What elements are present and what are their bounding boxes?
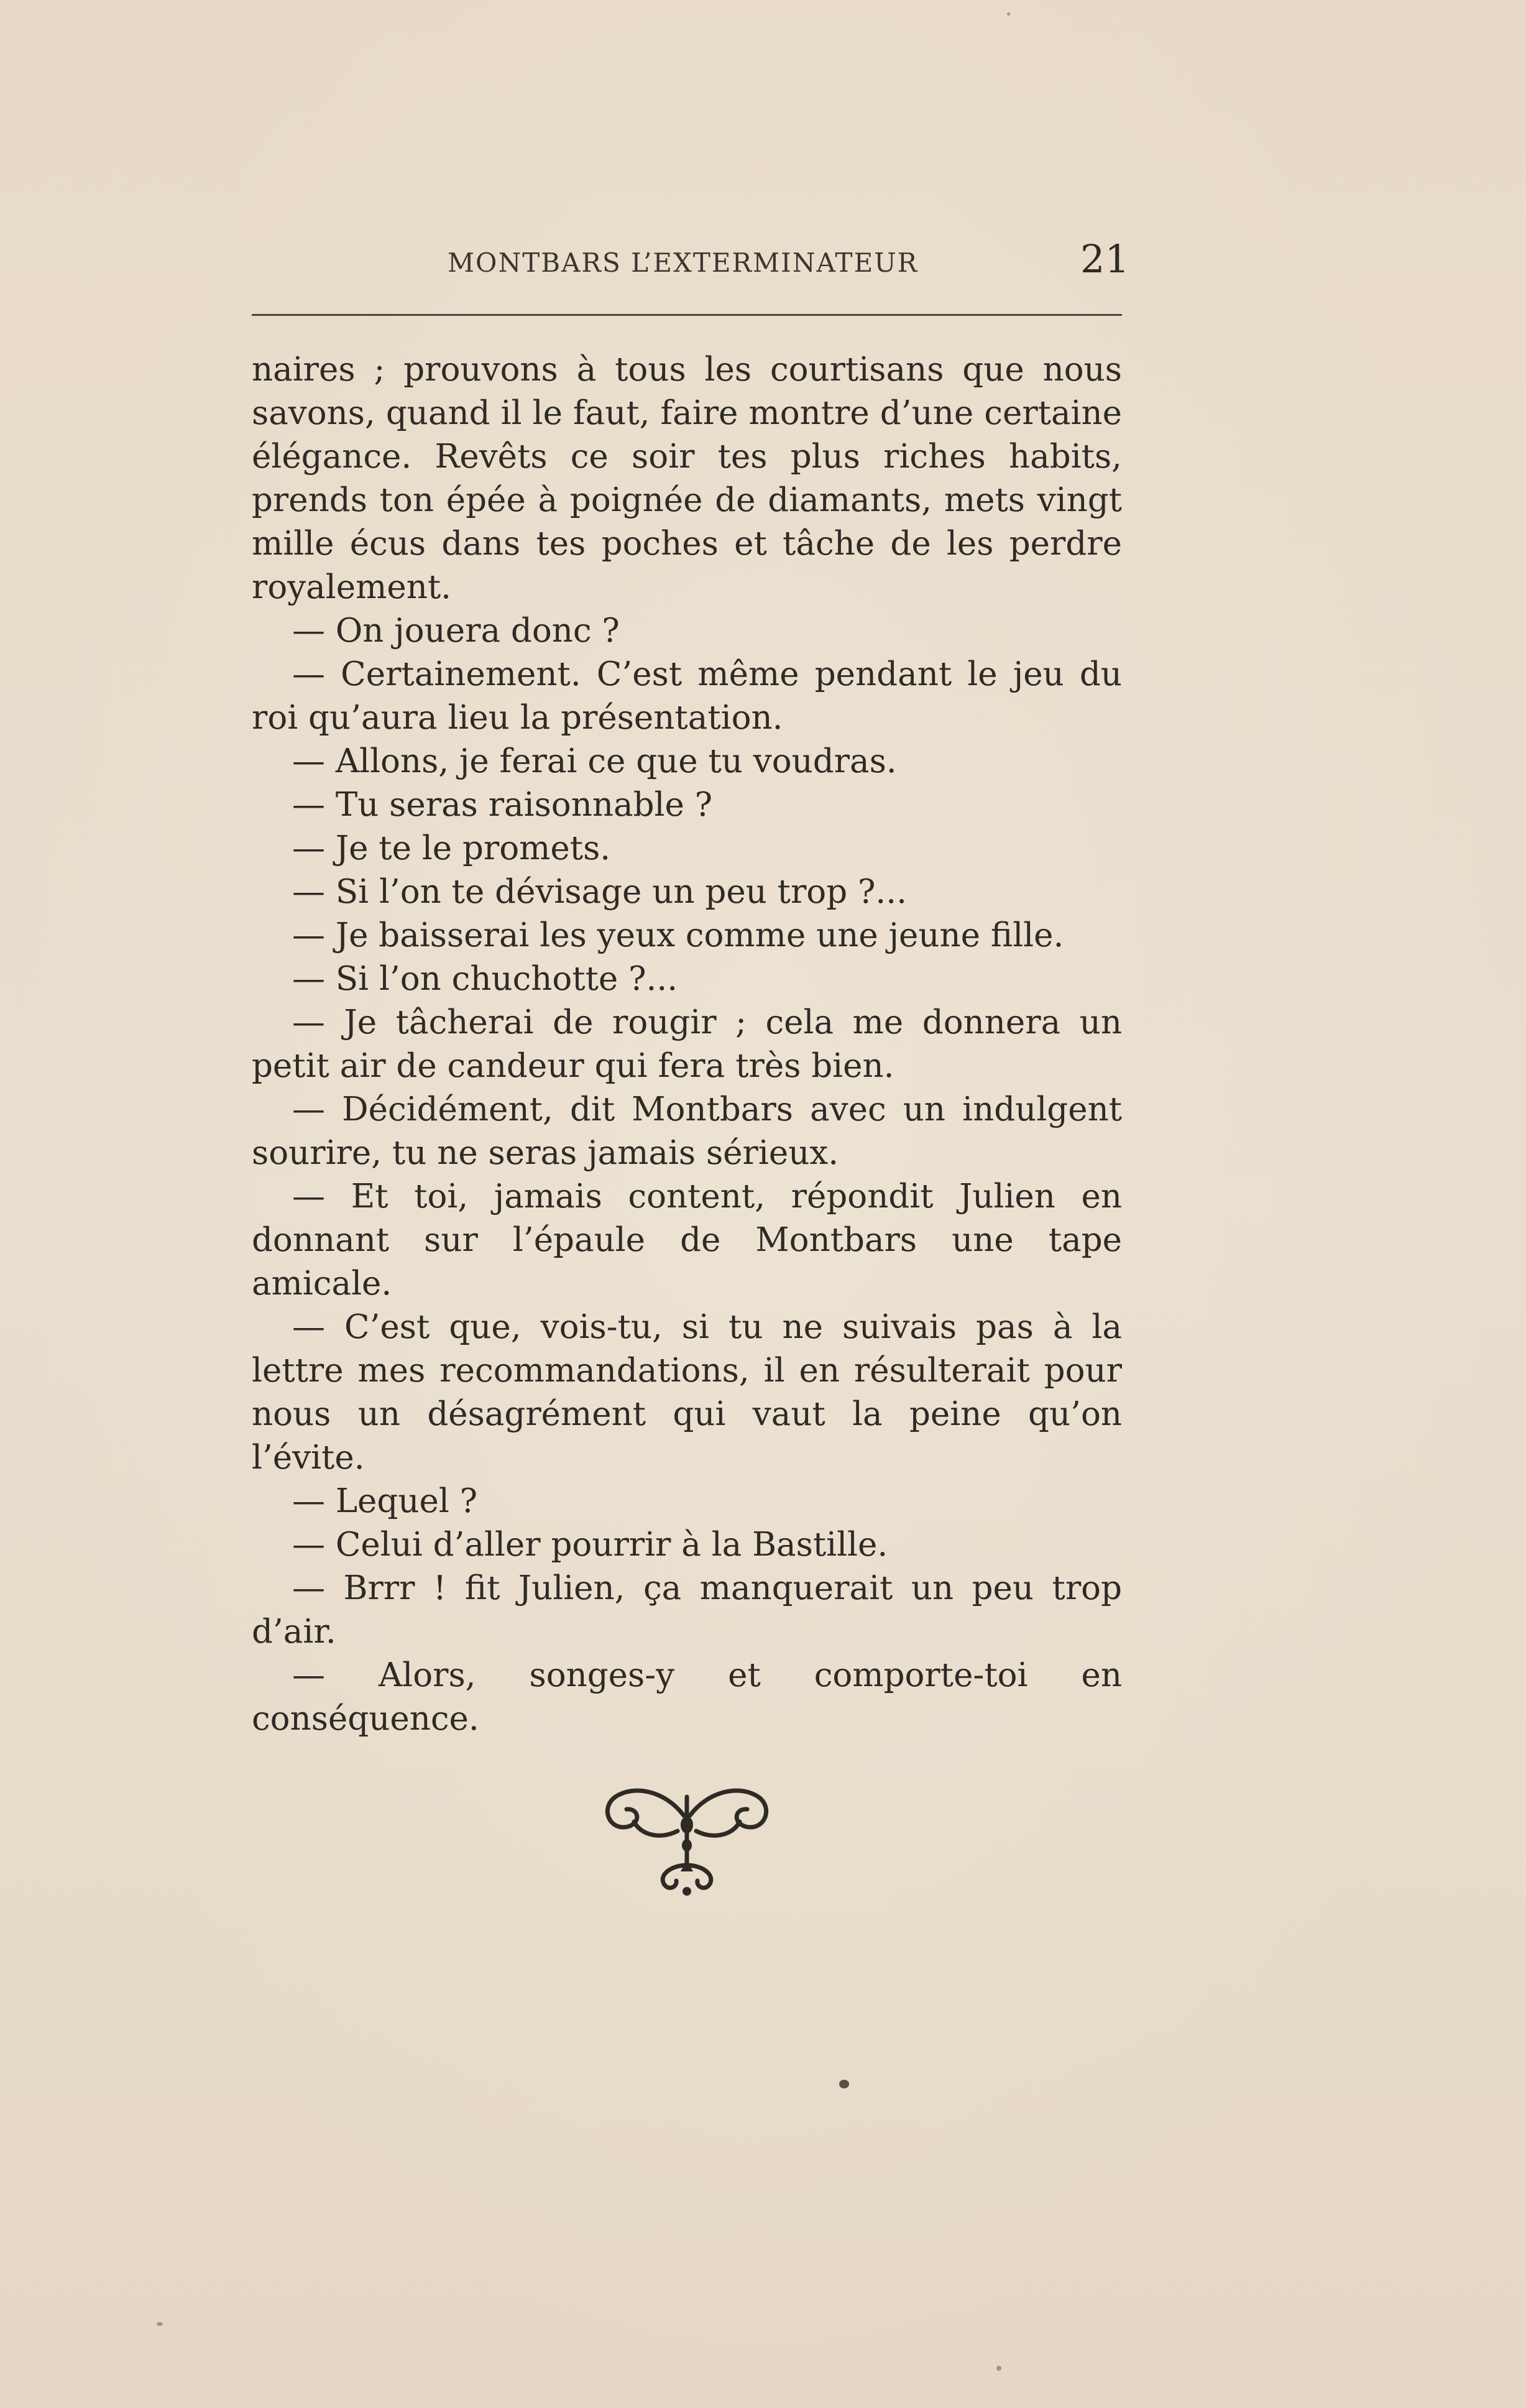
running-title: MONTBARS L’EXTERMINATEUR: [448, 247, 919, 278]
paragraph: naires ; prouvons à tous les courtisans que nous savons, quand il le faut, faire montre d’une certaine élégance. Revêts ce soir tes plus riches habits, prends ton épée à poignée de diamants, mets vingt mille écus dans tes poches et tâche de les perdre royalement.: [252, 351, 1122, 606]
paragraph: — Je te le promets.: [292, 829, 611, 867]
paragraph: — Je tâcherai de rougir ; cela me donnera un petit air de candeur qui fera très bien.: [252, 1003, 1122, 1085]
paragraph: — Si l’on chuchotte ?...: [292, 960, 678, 998]
paragraph: — Certainement. C’est même pendant le jeu du roi qu’aura lieu la présentation.: [252, 655, 1122, 737]
page-number: 21: [1080, 236, 1129, 282]
paragraph: — C’est que, vois-tu, si tu ne suivais pas à la lettre mes recommandations, il en résulterait pour nous un désagrément qui vaut la peine qu’on l’évite.: [252, 1308, 1122, 1477]
paragraph: — Et toi, jamais content, répondit Julien en donnant sur l’épaule de Montbars une tape amicale.: [252, 1178, 1122, 1303]
print-speck: [996, 2366, 1001, 2371]
paragraph: — On jouera donc ?: [292, 612, 620, 650]
page-header: [252, 236, 1129, 286]
paragraph: — Allons, je ferai ce que tu voudras.: [292, 742, 897, 780]
paragraph: — Tu seras raisonnable ?: [292, 786, 713, 824]
paragraph: — Décidément, dit Montbars avec un indulgent sourire, tu ne seras jamais sérieux.: [252, 1091, 1122, 1172]
paragraph: — Celui d’aller pourrir à la Bastille.: [292, 1526, 888, 1564]
paragraph: — Alors, songes-y et comporte-toi en conséquence.: [252, 1656, 1122, 1738]
print-speck: [839, 2080, 849, 2088]
print-speck: [157, 2322, 163, 2326]
paragraph: — Brrr ! fit Julien, ça manquerait un peu trop d’air.: [252, 1569, 1122, 1651]
paragraph: — Si l’on te dévisage un peu trop ?...: [292, 873, 907, 911]
body-text: [252, 348, 1122, 1741]
paragraph: — Lequel ?: [292, 1482, 478, 1520]
print-speck: [1007, 12, 1010, 16]
header-rule: [252, 314, 1122, 316]
fleuron-ornament-icon: [591, 1772, 783, 1896]
paragraph: — Je baisserai les yeux comme une jeune fille.: [292, 916, 1064, 954]
